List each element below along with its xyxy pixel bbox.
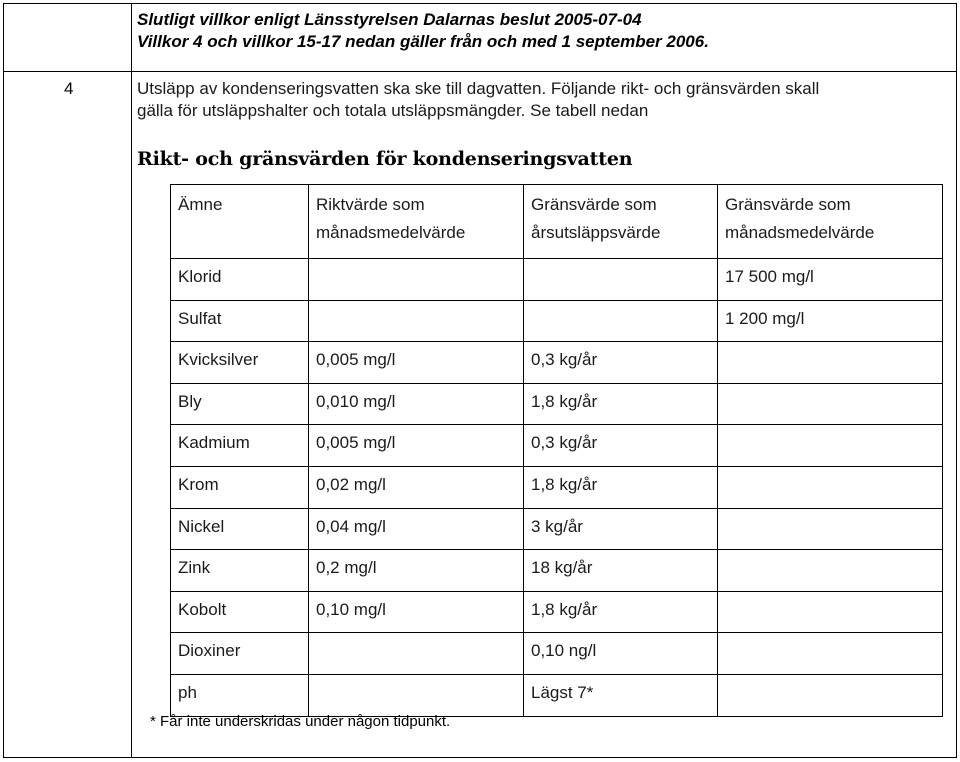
cell-annual-limit: 3 kg/år bbox=[524, 508, 718, 550]
cell-monthly-limit bbox=[718, 633, 943, 675]
header-monthly-limit-line-1: Gränsvärde som bbox=[725, 195, 851, 214]
header-annual-limit bbox=[524, 185, 718, 259]
cell-annual-limit: 0,10 ng/l bbox=[524, 633, 718, 675]
table-row bbox=[171, 508, 943, 550]
frame-bottom-border bbox=[3, 757, 957, 758]
cell-substance: Klorid bbox=[171, 259, 309, 301]
cell-annual-limit: 1,8 kg/år bbox=[524, 383, 718, 425]
cell-monthly-limit bbox=[718, 591, 943, 633]
cell-annual-limit: 0,3 kg/år bbox=[524, 342, 718, 384]
footnote: * Får inte underskridas under någon tidpunkt. bbox=[150, 713, 451, 730]
header-monthly-limit-line-2: månadsmedelvärde bbox=[725, 223, 875, 242]
cell-monthly-limit: 17 500 mg/l bbox=[718, 259, 943, 301]
cell-substance: Krom bbox=[171, 466, 309, 508]
cell-substance: Kobolt bbox=[171, 591, 309, 633]
header-annual-limit-line-1: Gränsvärde som bbox=[531, 195, 657, 214]
header-substance-line-1: Ämne bbox=[178, 195, 223, 214]
table-row bbox=[171, 300, 943, 342]
cell-monthly-limit bbox=[718, 342, 943, 384]
header-monthly-limit bbox=[718, 185, 943, 259]
table-header-row bbox=[171, 185, 943, 259]
cell-monthly-limit bbox=[718, 508, 943, 550]
table-row bbox=[171, 633, 943, 675]
table-row bbox=[171, 550, 943, 592]
cell-substance: Kadmium bbox=[171, 425, 309, 467]
frame-header-divider bbox=[3, 71, 957, 72]
cell-guide-value: 0,005 mg/l bbox=[309, 425, 524, 467]
table-row bbox=[171, 466, 943, 508]
table-row bbox=[171, 259, 943, 301]
header-line-2: Villkor 4 och villkor 15-17 nedan gäller från och med 1 september 2006. bbox=[137, 32, 709, 51]
cell-annual-limit: 1,8 kg/år bbox=[524, 466, 718, 508]
frame-top-border bbox=[3, 3, 957, 4]
cell-guide-value: 0,2 mg/l bbox=[309, 550, 524, 592]
cell-guide-value bbox=[309, 633, 524, 675]
header-line-1: Slutligt villkor enligt Länsstyrelsen Dalarnas beslut 2005-07-04 bbox=[137, 10, 642, 29]
cell-monthly-limit bbox=[718, 674, 943, 716]
frame-column-divider bbox=[131, 3, 132, 758]
cell-substance: Bly bbox=[171, 383, 309, 425]
cell-annual-limit: 18 kg/år bbox=[524, 550, 718, 592]
table-row bbox=[171, 591, 943, 633]
header-guide-value-line-1: Riktvärde som bbox=[316, 195, 425, 214]
cell-substance: Nickel bbox=[171, 508, 309, 550]
limit-values-table bbox=[170, 184, 943, 717]
cell-annual-limit: Lägst 7* bbox=[524, 674, 718, 716]
cell-guide-value bbox=[309, 300, 524, 342]
table-row bbox=[171, 425, 943, 467]
header-guide-value-line-2: månadsmedelvärde bbox=[316, 223, 466, 242]
condition-text-line-1: Utsläpp av kondenseringsvatten ska ske till dagvatten. Följande rikt- och gränsvärden skall bbox=[137, 79, 820, 98]
cell-substance: Dioxiner bbox=[171, 633, 309, 675]
table-row bbox=[171, 383, 943, 425]
cell-monthly-limit bbox=[718, 466, 943, 508]
cell-guide-value: 0,04 mg/l bbox=[309, 508, 524, 550]
table-row bbox=[171, 674, 943, 716]
cell-substance: Zink bbox=[171, 550, 309, 592]
frame-left-border bbox=[3, 3, 4, 758]
frame-right-border bbox=[956, 3, 957, 758]
cell-guide-value bbox=[309, 674, 524, 716]
cell-guide-value: 0,02 mg/l bbox=[309, 466, 524, 508]
cell-annual-limit bbox=[524, 300, 718, 342]
condition-number: 4 bbox=[64, 79, 74, 98]
cell-annual-limit bbox=[524, 259, 718, 301]
header-guide-value bbox=[309, 185, 524, 259]
cell-substance: ph bbox=[171, 674, 309, 716]
cell-substance: Sulfat bbox=[171, 300, 309, 342]
cell-monthly-limit bbox=[718, 383, 943, 425]
cell-monthly-limit: 1 200 mg/l bbox=[718, 300, 943, 342]
cell-monthly-limit bbox=[718, 550, 943, 592]
condition-text-line-2: gälla för utsläppshalter och totala utsläppsmängder. Se tabell nedan bbox=[137, 101, 649, 120]
cell-substance: Kvicksilver bbox=[171, 342, 309, 384]
cell-annual-limit: 0,3 kg/år bbox=[524, 425, 718, 467]
cell-monthly-limit bbox=[718, 425, 943, 467]
cell-guide-value: 0,005 mg/l bbox=[309, 342, 524, 384]
cell-annual-limit: 1,8 kg/år bbox=[524, 591, 718, 633]
header-annual-limit-line-2: årsutsläppsvärde bbox=[531, 223, 661, 242]
cell-guide-value: 0,10 mg/l bbox=[309, 591, 524, 633]
cell-guide-value bbox=[309, 259, 524, 301]
header-substance bbox=[171, 185, 309, 259]
section-title: Rikt- och gränsvärden för kondenseringsvatten bbox=[137, 148, 633, 170]
cell-guide-value: 0,010 mg/l bbox=[309, 383, 524, 425]
table-row bbox=[171, 342, 943, 384]
